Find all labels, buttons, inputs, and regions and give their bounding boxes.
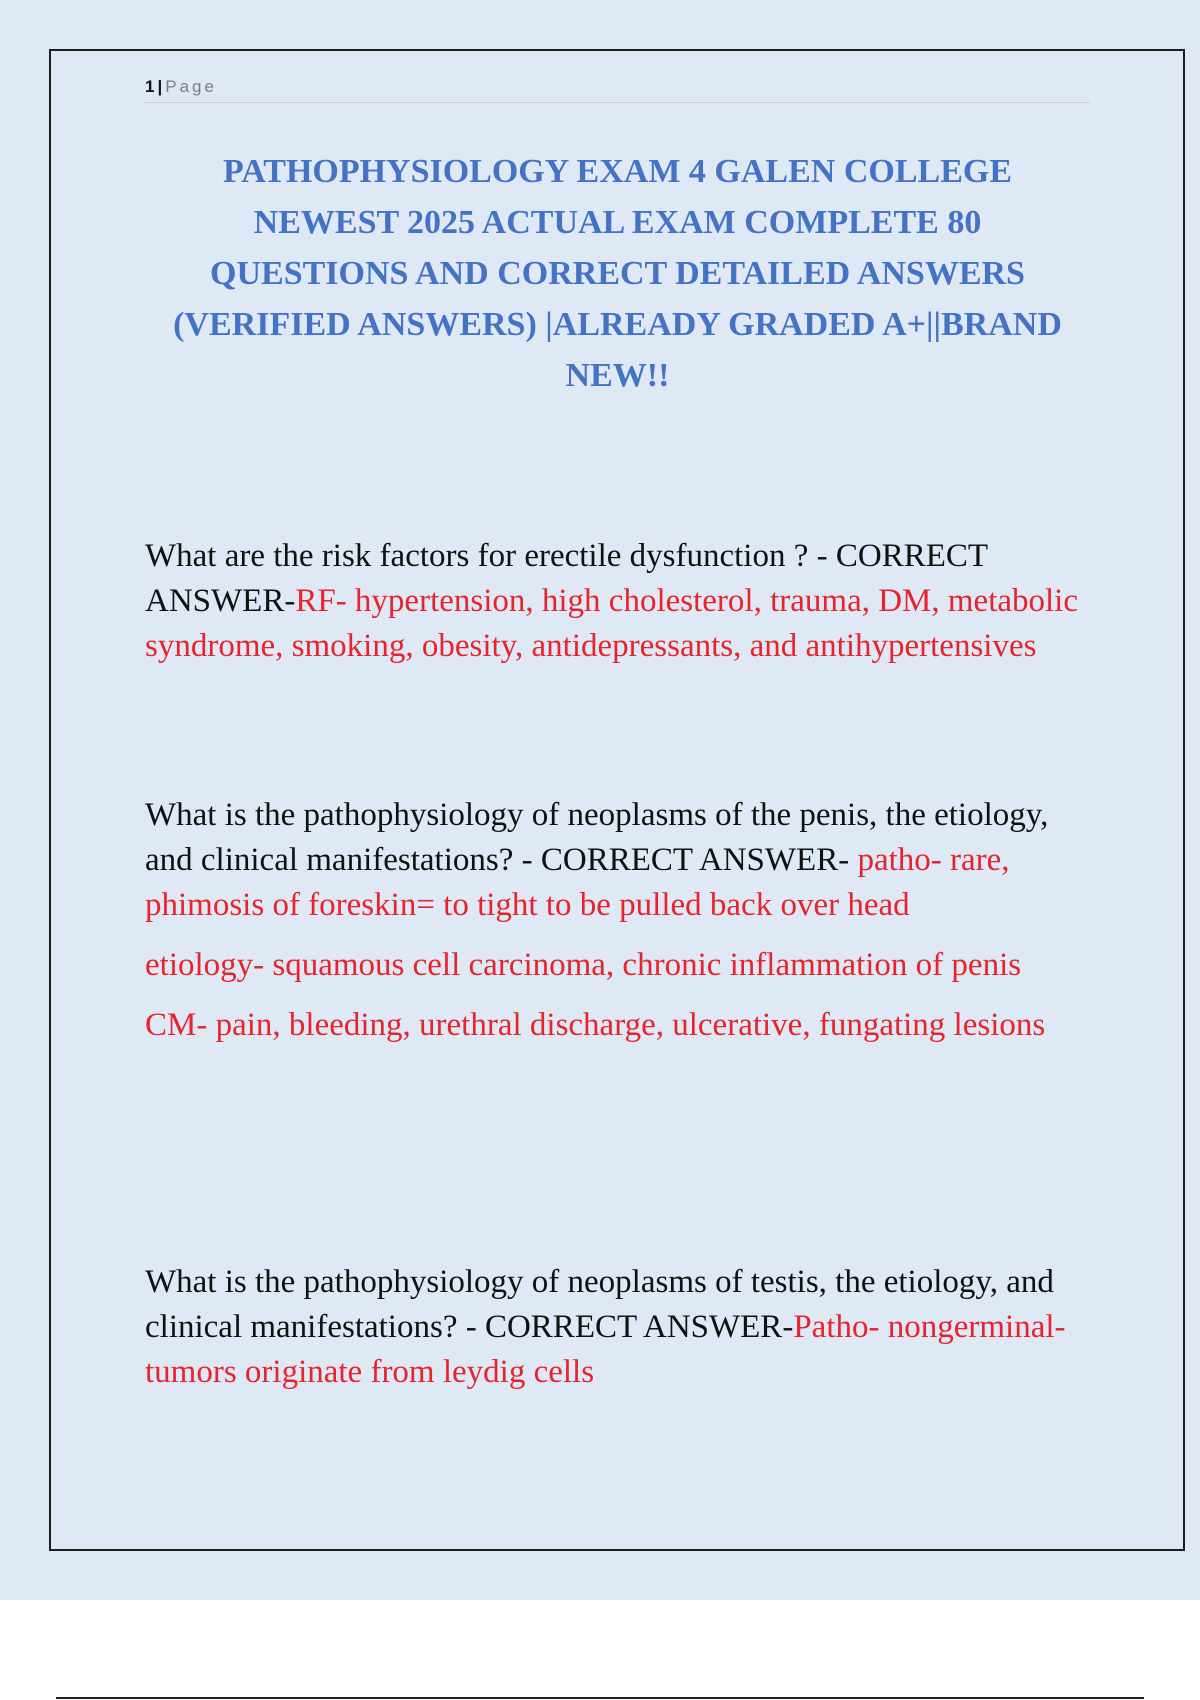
answer-clinical-manifestations: CM- pain, bleeding, urethral discharge, ulcerative, fungating lesions	[145, 1007, 1046, 1043]
qa-item-erectile-dysfunction	[145, 534, 1095, 669]
footer-divider	[56, 1697, 1144, 1699]
answer-etiology: etiology- squamous cell carcinoma, chronic inflammation of penis	[145, 947, 1022, 983]
answer-text: RF- hypertension, high cholesterol, trauma, DM, metabolic syndrome, smoking, obesity, antidepressants, and antihypertensives	[145, 583, 1078, 664]
question-text: What is the pathophysiology of neoplasms of the penis, the etiology, and clinical manifestations? - CORRECT ANSWER-	[145, 797, 1049, 878]
page-label: Page	[165, 77, 217, 96]
answer-text: Patho- nongerminal- tumors originate from leydig cells	[145, 1309, 1066, 1390]
question-text: What are the risk factors for erectile dysfunction ? - CORRECT ANSWER-	[145, 538, 988, 619]
qa-paragraph	[145, 1260, 1095, 1395]
answer-text: patho- rare, phimosis of foreskin= to tight to be pulled back over head	[145, 842, 1010, 923]
page-header	[145, 74, 1090, 103]
page-separator: |	[157, 77, 163, 96]
qa-paragraph	[145, 534, 1095, 669]
qa-item-penis-neoplasms	[145, 793, 1095, 1048]
qa-item-testis-neoplasms	[145, 1260, 1095, 1395]
page-number: 1	[145, 77, 155, 96]
question-text: What is the pathophysiology of neoplasms of testis, the etiology, and clinical manifestations? - CORRECT ANSWER-	[145, 1264, 1054, 1345]
document-title: PATHOPHYSIOLOGY EXAM 4 GALEN COLLEGE NEWEST 2025 ACTUAL EXAM COMPLETE 80 QUESTIONS AND CORRECT DETAILED ANSWERS (VERIFIED ANSWERS) |ALREADY GRADED A+||BRAND NEW!!	[173, 153, 1062, 394]
qa-paragraph	[145, 793, 1095, 928]
